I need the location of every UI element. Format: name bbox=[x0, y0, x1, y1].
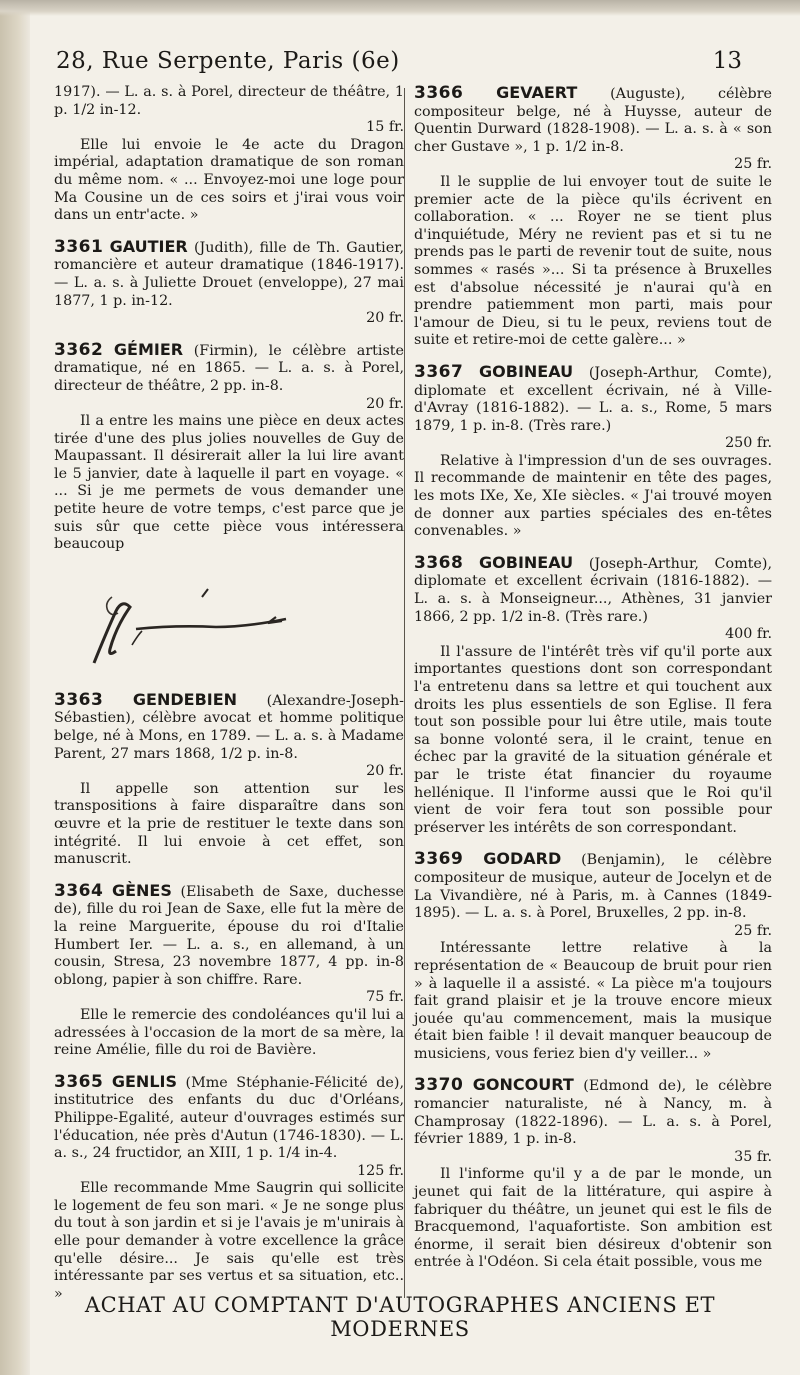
catalogue-entry bbox=[414, 363, 772, 541]
entry-text: (Joseph-Arthur, Comte), diplomate et excellent écrivain (1816-1882). — L. a. s. à Monseigneur..., Athènes, 31 janvier 1866, 2 pp. 1/2 in-8. (Très rare.) bbox=[414, 555, 772, 625]
lot-number: 3365 bbox=[54, 1071, 104, 1092]
catalogue-entry bbox=[414, 1076, 772, 1272]
lot-number: 3363 bbox=[54, 689, 104, 710]
author-name: GOBINEAU bbox=[479, 361, 574, 381]
entry-text: (Auguste), célèbre compositeur belge, né à Huysse, auteur de Quentin Durward (1828-1908). — L. a. s. à « son cher Gustave », 1 p. 1/2 in-8. bbox=[414, 86, 772, 155]
entry-text: (Joseph-Arthur, Comte), diplomate et excellent écrivain, né à Ville-d'Avray (1816-1882). — L. a. s., Rome, 5 mars 1879, 1 p. in-8. (Très rare.) bbox=[414, 364, 772, 434]
entry-lead bbox=[414, 554, 772, 626]
entry-description: Elle recommande Mme Saugrin qui sollicite le logement de feu son mari. « Je ne songe plus du tout à son jardin et si je l'avais je m'unirais à elle pour demander à votre excellence la grâce qu'elle désire... Je sais qu'elle est très intéressante par ses vertus et sa situation, etc.. » bbox=[54, 1180, 404, 1302]
entry-lead bbox=[414, 84, 772, 156]
entry-description: Il l'informe qu'il y a de par le monde, un jeunet qui fait de la littérature, qui aspire à fabriquer du théâtre, un jeunet qui est le fils de Bracquemond, l'aquafortiste. Son ambition est énorme, il serait bien désireux d'obtenir son entrée à l'Odéon. Si cela était possible, vous me bbox=[414, 1166, 772, 1271]
page-shadow-left bbox=[0, 0, 30, 1375]
entry-description: Relative à l'impression d'un de ses ouvrages. Il recommande de maintenir en tête des pages, les mots IXe, Xe, XIe siècles. « J'ai trouvé moyen de donner aux parties spéciales des en-têtes convenables. » bbox=[414, 452, 772, 540]
header-address: 28, Rue Serpente, Paris (6e) bbox=[56, 48, 400, 74]
author-name: GAUTIER bbox=[109, 236, 188, 256]
entry-price: 35 fr. bbox=[734, 1148, 772, 1165]
author-name: GÉMIER bbox=[113, 339, 184, 359]
entry-description: Intéressante lettre relative à la représentation de « Beaucoup de bruit pour rien » à laquelle il a assisté. « La pièce m'a toujours fait grand plaisir et je la trouve encore mieux jouée qu'au commencement, mais la musique était bien faible ! il devait manquer beaucoup de musiciens, vous feriez bien d'y veiller... » bbox=[414, 940, 772, 1062]
author-name: GOBINEAU bbox=[479, 552, 574, 572]
entry-text: (Elisabeth de Saxe, duchesse de), fille du roi Jean de Saxe, elle fut la mère de la reine Marguerite, épouse du roi d'Italie Humbert Ier. — L. a. s., en allemand, à un cousin, Stresa, 23 novembre 1877, 4 pp. in-8 oblong, papier à son chiffre. Rare. bbox=[54, 883, 405, 988]
right-column bbox=[414, 84, 772, 1285]
catalogue-entry bbox=[414, 554, 772, 838]
column-divider bbox=[404, 88, 405, 1298]
author-name: GENLIS bbox=[111, 1071, 177, 1091]
author-name: GÈNES bbox=[111, 880, 172, 900]
lot-number: 3362 bbox=[54, 339, 104, 360]
author-name: GONCOURT bbox=[472, 1075, 574, 1095]
entry-text: (Edmond de), le célèbre romancier naturaliste, né à Nancy, m. à Champrosay (1822-1896). — L. a. s. à Porel, février 1889, 1 p. in-8. bbox=[414, 1078, 773, 1148]
entry-lead bbox=[54, 238, 404, 310]
entry-price: 20 fr. bbox=[366, 763, 404, 780]
entry-price: 75 fr. bbox=[366, 989, 404, 1006]
entry-lead bbox=[54, 84, 404, 119]
entry-lead bbox=[54, 1073, 404, 1163]
entry-lead bbox=[54, 341, 404, 396]
catalogue-entry bbox=[54, 238, 404, 328]
lot-number: 3368 bbox=[414, 552, 464, 573]
catalogue-entry bbox=[54, 882, 404, 1060]
lot-number: 3370 bbox=[414, 1075, 464, 1096]
entry-lead bbox=[414, 1076, 772, 1148]
left-column bbox=[54, 84, 404, 1316]
signature-sketch bbox=[72, 567, 404, 679]
entry-text: (Alexandre-Joseph-Sébastien), célèbre avocat et homme politique belge, né à Mons, en 1789. — L. a. s. à Madame Parent, 27 mars 1868, 1/2 p. in-8. bbox=[54, 692, 404, 762]
entry-text: (Firmin), le célèbre artiste dramatique, né en 1865. — L. a. s. à Porel, directeur de théâtre, 2 pp. in-8. bbox=[54, 342, 405, 394]
lot-number: 3364 bbox=[54, 880, 104, 901]
entry-description: Il appelle son attention sur les transpositions à faire disparaître dans son œuvre et la prie de restituer le texte dans son intégrité. Il lui envoie à cet effet, son manuscrit. bbox=[54, 780, 404, 868]
entry-price: 20 fr. bbox=[366, 395, 404, 412]
catalogue-entry bbox=[54, 1073, 404, 1304]
entry-lead bbox=[54, 882, 404, 990]
lot-number: 3366 bbox=[414, 83, 464, 103]
entry-text: (Benjamin), le célèbre compositeur de musique, auteur de Jocelyn et de La Vivandière, né à Paris, m. à Cannes (1849-1895). — L. a. s. à Porel, Bruxelles, 2 pp. in-8. bbox=[414, 852, 773, 922]
lot-number: 3369 bbox=[414, 849, 464, 870]
entry-price: 25 fr. bbox=[734, 156, 772, 173]
entry-price: 250 fr. bbox=[725, 435, 772, 452]
entry-text: (Judith), fille de Th. Gautier, romancière et auteur dramatique (1846-1917). — L. a. s. à Juliette Drouet (enveloppe), 27 mai 1877, 1 p. in-12. bbox=[54, 239, 405, 309]
entry-description: Elle lui envoie le 4e acte du Dragon impérial, adaptation dramatique de son roman du même nom. « ... Envoyez-moi une loge pour Ma Cousine un de ces soirs et j'irai vous voir dans un entr'acte. » bbox=[54, 136, 404, 224]
entry-lead bbox=[54, 691, 404, 763]
entry-lead bbox=[414, 850, 772, 922]
catalogue-entry bbox=[414, 850, 772, 1063]
author-name: GEVAERT bbox=[496, 83, 578, 102]
entry-text: (Mme Stéphanie-Félicité de), institutrice des enfants du duc d'Orléans, Philippe-Egalité, auteur d'ouvrages estimés sur l'éducation, née près d'Autun (1746-1830). — L. a. s., 24 fructidor, an XIII, 1 p. 1/4 in-4. bbox=[54, 1074, 405, 1162]
entry-description: Il l'assure de l'intérêt très vif qu'il porte aux importantes questions dont son correspondant l'a entretenu dans sa lettre et qui touchent aux droits les plus essentiels de son Eglise. Il fera tout son possible pour lui être utile, mais toute sa bonne volonté sera, il le craint, tenue en échec par la gravité de la situation générale et par le triste état financier du royaume hellénique. Il l'informe aussi que le Roi qu'il vient de voir fera tout son possible pour préserver les intérêts de son correspondant. bbox=[414, 643, 772, 836]
author-name: GODARD bbox=[483, 849, 562, 869]
catalogue-entry bbox=[414, 84, 772, 350]
page-footer: ACHAT AU COMPTANT D'AUTOGRAPHES ANCIENS ET MODERNES bbox=[84, 1293, 716, 1341]
entry-description: Elle le remercie des condoléances qu'il lui a adressées à l'occasion de la mort de sa mère, la reine Amélie, fille du roi de Bavière. bbox=[54, 1006, 404, 1059]
catalogue-entry bbox=[54, 84, 404, 225]
entry-price: 20 fr. bbox=[366, 310, 404, 327]
catalogue-entry bbox=[54, 341, 404, 554]
lot-number: 3361 bbox=[54, 236, 104, 257]
entry-description: Il le supplie de lui envoyer tout de suite le premier acte de la pièce qu'ils écrivent en collaboration. « ... Royer ne se tient plus d'inquiétude, Méry ne revient pas et si tu ne prends pas le parti de revenir tout de suite, nous sommes « rasés »... Si ta présence à Bruxelles est d'absolue nécessité je n'aurai qu'à en prendre patiemment mon parti, mais pour l'amour de Dieu, si tu le peux, reviens tout de suite et retire-moi de cette galère... » bbox=[414, 173, 772, 349]
page-number: 13 bbox=[712, 48, 742, 74]
entry-price: 125 fr. bbox=[357, 1162, 404, 1179]
lot-number: 3367 bbox=[414, 361, 464, 382]
catalogue-entry bbox=[54, 691, 404, 869]
author-name: GENDEBIEN bbox=[132, 689, 238, 709]
entry-price: 25 fr. bbox=[734, 922, 772, 939]
entry-price: 15 fr. bbox=[366, 119, 404, 136]
page-shadow-top bbox=[0, 0, 800, 16]
entry-price: 400 fr. bbox=[725, 626, 772, 643]
signature-drawing bbox=[72, 567, 312, 679]
entry-description: Il a entre les mains une pièce en deux actes tirée d'une des plus jolies nouvelles de Guy de Maupassant. Il désirerait aller la lui lire avant le 5 janvier, date à laquelle il part en voyage. « ... Si je me permets de vous demander une petite heure de votre temps, c'est parce que je suis sûr que cette pièce vous intéressera beaucoup bbox=[54, 413, 404, 553]
entry-lead bbox=[414, 363, 772, 435]
entry-text: 1917). — L. a. s. à Porel, directeur de théâtre, 1 p. 1/2 in-12. bbox=[54, 84, 404, 118]
